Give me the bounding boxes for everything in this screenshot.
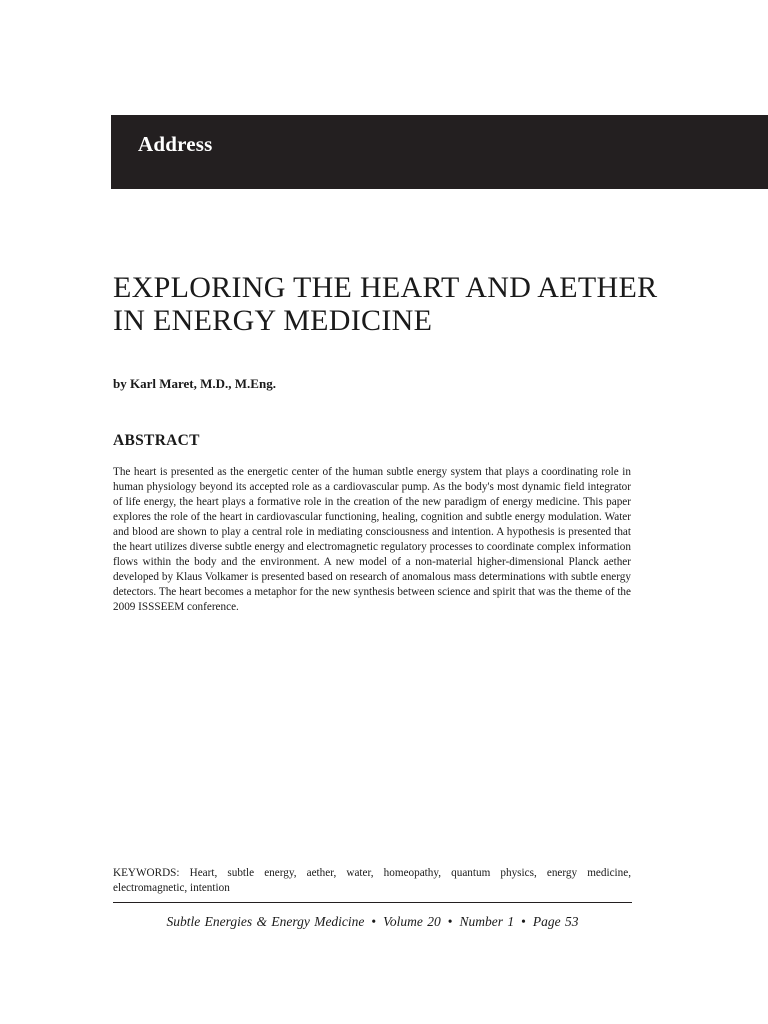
section-banner bbox=[111, 115, 768, 189]
footer-divider bbox=[113, 902, 632, 903]
footer-bullet: • bbox=[371, 914, 377, 929]
footer-bullet: • bbox=[521, 914, 526, 929]
keywords-section bbox=[113, 866, 631, 896]
journal-volume: Volume 20 bbox=[383, 914, 441, 929]
journal-footer bbox=[113, 914, 632, 930]
journal-number: Number 1 bbox=[459, 914, 515, 929]
section-label: Address bbox=[138, 132, 213, 156]
abstract-heading: ABSTRACT bbox=[113, 432, 200, 449]
journal-name: Subtle Energies & Energy Medicine bbox=[166, 914, 365, 929]
abstract-body: The heart is presented as the energetic center of the human subtle energy system that plays a coordinating role in human physiology beyond its accepted role as a cardiovascular pump. As the body's most dynamic field integrator of life energy, the heart plays a formative role in the creation of the new paradigm of energy medicine. This paper explores the role of the heart in cardiovascular functioning, healing, cognition and subtle energy modulation. Water and blood are shown to play a central role in mediating consciousness and intention. A hypothesis is presented that the heart utilizes diverse subtle energy and electromagnetic regulatory processes to coordinate complex information flows within the body and the environment. A new model of a non-material higher-dimensional Planck aether developed by Klaus Volkamer is presented based on research of anomalous mass determinations with subtle energy detectors. The heart becomes a metaphor for the new synthesis between science and spirit that was the theme of the 2009 ISSSEEM conference. bbox=[113, 466, 631, 613]
article-title: EXPLORING THE HEART AND AETHER IN ENERGY MEDICINE bbox=[113, 271, 658, 338]
footer-bullet: • bbox=[447, 914, 453, 929]
page-number: Page 53 bbox=[532, 914, 579, 929]
keywords-label: KEYWORDS: bbox=[113, 867, 180, 879]
author-byline: by Karl Maret, M.D., M.Eng. bbox=[113, 376, 276, 391]
keywords-text: Heart, subtle energy, aether, water, homeopathy, quantum physics, energy medicine, electromagnetic, intention bbox=[113, 867, 632, 894]
